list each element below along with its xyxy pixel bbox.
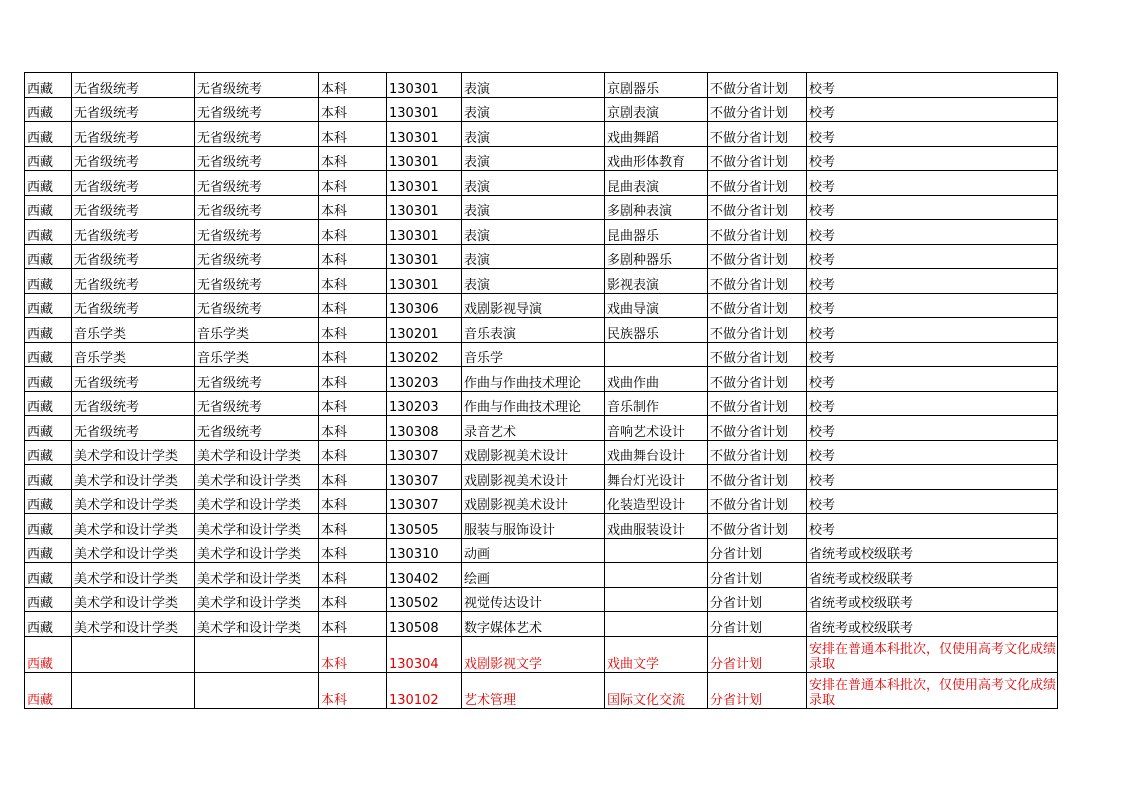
direction-cell: 戏曲服装设计 bbox=[605, 514, 708, 539]
province-cell: 西藏 bbox=[25, 563, 72, 588]
table-row bbox=[25, 440, 1058, 465]
major-name-cell: 动画 bbox=[462, 538, 605, 563]
major-code-cell: 130508 bbox=[387, 612, 462, 637]
degree-level-cell: 本科 bbox=[319, 367, 387, 392]
plan-type-cell: 分省计划 bbox=[708, 612, 807, 637]
exam-category-cell: 美术学和设计学类 bbox=[72, 612, 195, 637]
exam-category-cell: 无省级统考 bbox=[195, 195, 319, 220]
exam-category-cell bbox=[195, 672, 319, 708]
exam-category-cell: 美术学和设计学类 bbox=[72, 563, 195, 588]
exam-category-cell: 无省级统考 bbox=[72, 244, 195, 269]
major-name-cell: 视觉传达设计 bbox=[462, 587, 605, 612]
province-cell: 西藏 bbox=[25, 171, 72, 196]
exam-category-cell bbox=[72, 636, 195, 672]
province-cell: 西藏 bbox=[25, 636, 72, 672]
exam-category-cell: 美术学和设计学类 bbox=[195, 440, 319, 465]
plan-type-cell: 不做分省计划 bbox=[708, 416, 807, 441]
exam-category-cell: 美术学和设计学类 bbox=[195, 465, 319, 490]
exam-category-cell: 音乐学类 bbox=[195, 342, 319, 367]
plan-type-cell: 不做分省计划 bbox=[708, 465, 807, 490]
major-name-cell: 戏剧影视导演 bbox=[462, 293, 605, 318]
exam-category-cell: 无省级统考 bbox=[72, 220, 195, 245]
direction-cell bbox=[605, 612, 708, 637]
direction-cell: 国际文化交流 bbox=[605, 672, 708, 708]
table-row bbox=[25, 342, 1058, 367]
degree-level-cell: 本科 bbox=[319, 73, 387, 98]
table-row bbox=[25, 514, 1058, 539]
exam-category-cell: 美术学和设计学类 bbox=[195, 514, 319, 539]
major-name-cell: 表演 bbox=[462, 269, 605, 294]
province-cell: 西藏 bbox=[25, 146, 72, 171]
table-row bbox=[25, 244, 1058, 269]
exam-method-cell: 校考 bbox=[807, 318, 1058, 343]
major-code-cell: 130307 bbox=[387, 440, 462, 465]
major-code-cell: 130301 bbox=[387, 195, 462, 220]
exam-category-cell: 无省级统考 bbox=[195, 171, 319, 196]
major-name-cell: 音乐学 bbox=[462, 342, 605, 367]
exam-category-cell: 美术学和设计学类 bbox=[72, 440, 195, 465]
table-row bbox=[25, 587, 1058, 612]
plan-type-cell: 不做分省计划 bbox=[708, 122, 807, 147]
admission-plan-table bbox=[24, 72, 1058, 709]
major-code-cell: 130301 bbox=[387, 269, 462, 294]
direction-cell bbox=[605, 342, 708, 367]
plan-type-cell: 不做分省计划 bbox=[708, 391, 807, 416]
degree-level-cell: 本科 bbox=[319, 342, 387, 367]
plan-type-cell: 不做分省计划 bbox=[708, 489, 807, 514]
direction-cell: 戏曲舞台设计 bbox=[605, 440, 708, 465]
exam-category-cell: 无省级统考 bbox=[72, 195, 195, 220]
degree-level-cell: 本科 bbox=[319, 244, 387, 269]
exam-category-cell: 无省级统考 bbox=[72, 73, 195, 98]
direction-cell: 舞台灯光设计 bbox=[605, 465, 708, 490]
degree-level-cell: 本科 bbox=[319, 293, 387, 318]
degree-level-cell: 本科 bbox=[319, 318, 387, 343]
exam-category-cell: 无省级统考 bbox=[72, 171, 195, 196]
table-row bbox=[25, 636, 1058, 672]
major-code-cell: 130502 bbox=[387, 587, 462, 612]
plan-type-cell: 不做分省计划 bbox=[708, 269, 807, 294]
degree-level-cell: 本科 bbox=[319, 269, 387, 294]
table-row bbox=[25, 391, 1058, 416]
direction-cell: 戏曲导演 bbox=[605, 293, 708, 318]
province-cell: 西藏 bbox=[25, 244, 72, 269]
direction-cell: 影视表演 bbox=[605, 269, 708, 294]
major-name-cell: 表演 bbox=[462, 146, 605, 171]
direction-cell: 昆曲器乐 bbox=[605, 220, 708, 245]
table-row bbox=[25, 220, 1058, 245]
exam-category-cell: 美术学和设计学类 bbox=[72, 514, 195, 539]
direction-cell: 民族器乐 bbox=[605, 318, 708, 343]
exam-method-cell: 省统考或校级联考 bbox=[807, 612, 1058, 637]
major-code-cell: 130310 bbox=[387, 538, 462, 563]
table-row bbox=[25, 318, 1058, 343]
direction-cell: 戏曲舞蹈 bbox=[605, 122, 708, 147]
exam-category-cell: 音乐学类 bbox=[72, 318, 195, 343]
major-name-cell: 作曲与作曲技术理论 bbox=[462, 367, 605, 392]
province-cell: 西藏 bbox=[25, 220, 72, 245]
major-code-cell: 130301 bbox=[387, 244, 462, 269]
exam-category-cell: 音乐学类 bbox=[195, 318, 319, 343]
plan-type-cell: 不做分省计划 bbox=[708, 244, 807, 269]
major-name-cell: 表演 bbox=[462, 171, 605, 196]
plan-type-cell: 分省计划 bbox=[708, 587, 807, 612]
major-code-cell: 130505 bbox=[387, 514, 462, 539]
exam-category-cell: 美术学和设计学类 bbox=[72, 587, 195, 612]
plan-type-cell: 分省计划 bbox=[708, 672, 807, 708]
exam-category-cell: 无省级统考 bbox=[195, 146, 319, 171]
major-name-cell: 表演 bbox=[462, 195, 605, 220]
plan-type-cell: 不做分省计划 bbox=[708, 146, 807, 171]
exam-category-cell: 无省级统考 bbox=[72, 416, 195, 441]
table-row bbox=[25, 73, 1058, 98]
province-cell: 西藏 bbox=[25, 489, 72, 514]
table-row bbox=[25, 538, 1058, 563]
exam-method-cell: 校考 bbox=[807, 514, 1058, 539]
exam-category-cell: 无省级统考 bbox=[195, 269, 319, 294]
major-name-cell: 戏剧影视文学 bbox=[462, 636, 605, 672]
direction-cell bbox=[605, 587, 708, 612]
major-name-cell: 音乐表演 bbox=[462, 318, 605, 343]
exam-method-cell: 省统考或校级联考 bbox=[807, 563, 1058, 588]
exam-method-cell: 校考 bbox=[807, 220, 1058, 245]
province-cell: 西藏 bbox=[25, 416, 72, 441]
table-row bbox=[25, 367, 1058, 392]
exam-method-cell: 校考 bbox=[807, 465, 1058, 490]
plan-type-cell: 不做分省计划 bbox=[708, 293, 807, 318]
major-code-cell: 130301 bbox=[387, 171, 462, 196]
major-name-cell: 表演 bbox=[462, 73, 605, 98]
province-cell: 西藏 bbox=[25, 440, 72, 465]
province-cell: 西藏 bbox=[25, 514, 72, 539]
exam-category-cell: 美术学和设计学类 bbox=[195, 538, 319, 563]
exam-method-cell: 校考 bbox=[807, 367, 1058, 392]
degree-level-cell: 本科 bbox=[319, 587, 387, 612]
degree-level-cell: 本科 bbox=[319, 146, 387, 171]
province-cell: 西藏 bbox=[25, 367, 72, 392]
major-name-cell: 表演 bbox=[462, 220, 605, 245]
exam-category-cell: 无省级统考 bbox=[195, 97, 319, 122]
province-cell: 西藏 bbox=[25, 195, 72, 220]
province-cell: 西藏 bbox=[25, 97, 72, 122]
table-body bbox=[25, 73, 1058, 709]
table-row bbox=[25, 672, 1058, 708]
degree-level-cell: 本科 bbox=[319, 636, 387, 672]
direction-cell: 昆曲表演 bbox=[605, 171, 708, 196]
exam-method-cell: 校考 bbox=[807, 440, 1058, 465]
province-cell: 西藏 bbox=[25, 293, 72, 318]
province-cell: 西藏 bbox=[25, 269, 72, 294]
direction-cell: 京剧表演 bbox=[605, 97, 708, 122]
exam-category-cell bbox=[195, 636, 319, 672]
plan-type-cell: 不做分省计划 bbox=[708, 73, 807, 98]
exam-category-cell: 无省级统考 bbox=[195, 73, 319, 98]
province-cell: 西藏 bbox=[25, 465, 72, 490]
degree-level-cell: 本科 bbox=[319, 171, 387, 196]
exam-method-cell: 校考 bbox=[807, 122, 1058, 147]
table-row bbox=[25, 416, 1058, 441]
plan-type-cell: 分省计划 bbox=[708, 538, 807, 563]
exam-category-cell: 无省级统考 bbox=[72, 146, 195, 171]
major-code-cell: 130301 bbox=[387, 122, 462, 147]
exam-method-cell: 校考 bbox=[807, 244, 1058, 269]
exam-method-cell: 校考 bbox=[807, 195, 1058, 220]
major-name-cell: 艺术管理 bbox=[462, 672, 605, 708]
direction-cell bbox=[605, 538, 708, 563]
degree-level-cell: 本科 bbox=[319, 440, 387, 465]
major-code-cell: 130308 bbox=[387, 416, 462, 441]
major-name-cell: 数字媒体艺术 bbox=[462, 612, 605, 637]
exam-method-cell: 校考 bbox=[807, 342, 1058, 367]
exam-category-cell: 无省级统考 bbox=[195, 416, 319, 441]
exam-category-cell: 无省级统考 bbox=[195, 367, 319, 392]
exam-category-cell: 音乐学类 bbox=[72, 342, 195, 367]
exam-category-cell: 美术学和设计学类 bbox=[72, 465, 195, 490]
direction-cell: 多剧种表演 bbox=[605, 195, 708, 220]
exam-method-cell: 校考 bbox=[807, 171, 1058, 196]
exam-method-cell: 校考 bbox=[807, 416, 1058, 441]
exam-category-cell: 美术学和设计学类 bbox=[195, 587, 319, 612]
direction-cell: 戏曲作曲 bbox=[605, 367, 708, 392]
province-cell: 西藏 bbox=[25, 73, 72, 98]
direction-cell: 多剧种器乐 bbox=[605, 244, 708, 269]
major-name-cell: 作曲与作曲技术理论 bbox=[462, 391, 605, 416]
exam-method-cell: 校考 bbox=[807, 146, 1058, 171]
exam-category-cell: 美术学和设计学类 bbox=[72, 538, 195, 563]
exam-category-cell: 无省级统考 bbox=[195, 122, 319, 147]
plan-type-cell: 不做分省计划 bbox=[708, 514, 807, 539]
table-row bbox=[25, 195, 1058, 220]
province-cell: 西藏 bbox=[25, 122, 72, 147]
exam-category-cell: 无省级统考 bbox=[195, 244, 319, 269]
exam-category-cell: 美术学和设计学类 bbox=[195, 612, 319, 637]
exam-category-cell: 美术学和设计学类 bbox=[195, 563, 319, 588]
direction-cell: 戏曲文学 bbox=[605, 636, 708, 672]
exam-category-cell: 无省级统考 bbox=[72, 269, 195, 294]
direction-cell: 京剧器乐 bbox=[605, 73, 708, 98]
major-code-cell: 130301 bbox=[387, 97, 462, 122]
major-name-cell: 表演 bbox=[462, 244, 605, 269]
major-name-cell: 服装与服饰设计 bbox=[462, 514, 605, 539]
plan-type-cell: 不做分省计划 bbox=[708, 171, 807, 196]
province-cell: 西藏 bbox=[25, 342, 72, 367]
exam-method-cell: 校考 bbox=[807, 269, 1058, 294]
exam-method-cell: 校考 bbox=[807, 97, 1058, 122]
exam-category-cell: 无省级统考 bbox=[72, 122, 195, 147]
exam-method-cell: 安排在普通本科批次，仅使用高考文化成绩录取 bbox=[807, 636, 1058, 672]
table-row bbox=[25, 146, 1058, 171]
degree-level-cell: 本科 bbox=[319, 489, 387, 514]
degree-level-cell: 本科 bbox=[319, 416, 387, 441]
degree-level-cell: 本科 bbox=[319, 538, 387, 563]
plan-type-cell: 不做分省计划 bbox=[708, 220, 807, 245]
degree-level-cell: 本科 bbox=[319, 195, 387, 220]
major-code-cell: 130201 bbox=[387, 318, 462, 343]
degree-level-cell: 本科 bbox=[319, 122, 387, 147]
table-row bbox=[25, 269, 1058, 294]
exam-method-cell: 校考 bbox=[807, 73, 1058, 98]
degree-level-cell: 本科 bbox=[319, 391, 387, 416]
major-code-cell: 130203 bbox=[387, 391, 462, 416]
major-code-cell: 130307 bbox=[387, 465, 462, 490]
degree-level-cell: 本科 bbox=[319, 563, 387, 588]
exam-method-cell: 省统考或校级联考 bbox=[807, 587, 1058, 612]
plan-type-cell: 不做分省计划 bbox=[708, 440, 807, 465]
plan-type-cell: 不做分省计划 bbox=[708, 367, 807, 392]
table-row bbox=[25, 612, 1058, 637]
direction-cell: 化装造型设计 bbox=[605, 489, 708, 514]
exam-category-cell: 美术学和设计学类 bbox=[195, 489, 319, 514]
direction-cell bbox=[605, 563, 708, 588]
exam-category-cell: 无省级统考 bbox=[195, 391, 319, 416]
major-code-cell: 130304 bbox=[387, 636, 462, 672]
province-cell: 西藏 bbox=[25, 612, 72, 637]
exam-category-cell bbox=[72, 672, 195, 708]
degree-level-cell: 本科 bbox=[319, 672, 387, 708]
major-name-cell: 录音艺术 bbox=[462, 416, 605, 441]
degree-level-cell: 本科 bbox=[319, 514, 387, 539]
major-code-cell: 130202 bbox=[387, 342, 462, 367]
plan-type-cell: 不做分省计划 bbox=[708, 195, 807, 220]
major-name-cell: 绘画 bbox=[462, 563, 605, 588]
major-name-cell: 戏剧影视美术设计 bbox=[462, 489, 605, 514]
exam-method-cell: 校考 bbox=[807, 391, 1058, 416]
table-row bbox=[25, 171, 1058, 196]
exam-category-cell: 无省级统考 bbox=[72, 391, 195, 416]
exam-method-cell: 安排在普通本科批次，仅使用高考文化成绩录取 bbox=[807, 672, 1058, 708]
major-code-cell: 130306 bbox=[387, 293, 462, 318]
major-name-cell: 表演 bbox=[462, 97, 605, 122]
province-cell: 西藏 bbox=[25, 587, 72, 612]
plan-type-cell: 分省计划 bbox=[708, 636, 807, 672]
major-name-cell: 戏剧影视美术设计 bbox=[462, 440, 605, 465]
degree-level-cell: 本科 bbox=[319, 465, 387, 490]
plan-type-cell: 不做分省计划 bbox=[708, 342, 807, 367]
major-code-cell: 130402 bbox=[387, 563, 462, 588]
province-cell: 西藏 bbox=[25, 318, 72, 343]
exam-method-cell: 省统考或校级联考 bbox=[807, 538, 1058, 563]
province-cell: 西藏 bbox=[25, 672, 72, 708]
province-cell: 西藏 bbox=[25, 391, 72, 416]
major-code-cell: 130203 bbox=[387, 367, 462, 392]
major-code-cell: 130301 bbox=[387, 146, 462, 171]
table-row bbox=[25, 489, 1058, 514]
major-code-cell: 130102 bbox=[387, 672, 462, 708]
table-row bbox=[25, 465, 1058, 490]
table-row bbox=[25, 293, 1058, 318]
degree-level-cell: 本科 bbox=[319, 612, 387, 637]
exam-category-cell: 无省级统考 bbox=[195, 220, 319, 245]
direction-cell: 音响艺术设计 bbox=[605, 416, 708, 441]
major-code-cell: 130301 bbox=[387, 220, 462, 245]
table-row bbox=[25, 563, 1058, 588]
plan-type-cell: 分省计划 bbox=[708, 563, 807, 588]
major-name-cell: 戏剧影视美术设计 bbox=[462, 465, 605, 490]
direction-cell: 音乐制作 bbox=[605, 391, 708, 416]
direction-cell: 戏曲形体教育 bbox=[605, 146, 708, 171]
table-row bbox=[25, 122, 1058, 147]
exam-method-cell: 校考 bbox=[807, 293, 1058, 318]
major-code-cell: 130301 bbox=[387, 73, 462, 98]
exam-category-cell: 无省级统考 bbox=[72, 293, 195, 318]
exam-category-cell: 无省级统考 bbox=[195, 293, 319, 318]
degree-level-cell: 本科 bbox=[319, 97, 387, 122]
exam-category-cell: 无省级统考 bbox=[72, 367, 195, 392]
major-name-cell: 表演 bbox=[462, 122, 605, 147]
exam-category-cell: 无省级统考 bbox=[72, 97, 195, 122]
plan-type-cell: 不做分省计划 bbox=[708, 318, 807, 343]
table-row bbox=[25, 97, 1058, 122]
exam-category-cell: 美术学和设计学类 bbox=[72, 489, 195, 514]
exam-method-cell: 校考 bbox=[807, 489, 1058, 514]
plan-type-cell: 不做分省计划 bbox=[708, 97, 807, 122]
degree-level-cell: 本科 bbox=[319, 220, 387, 245]
province-cell: 西藏 bbox=[25, 538, 72, 563]
major-code-cell: 130307 bbox=[387, 489, 462, 514]
